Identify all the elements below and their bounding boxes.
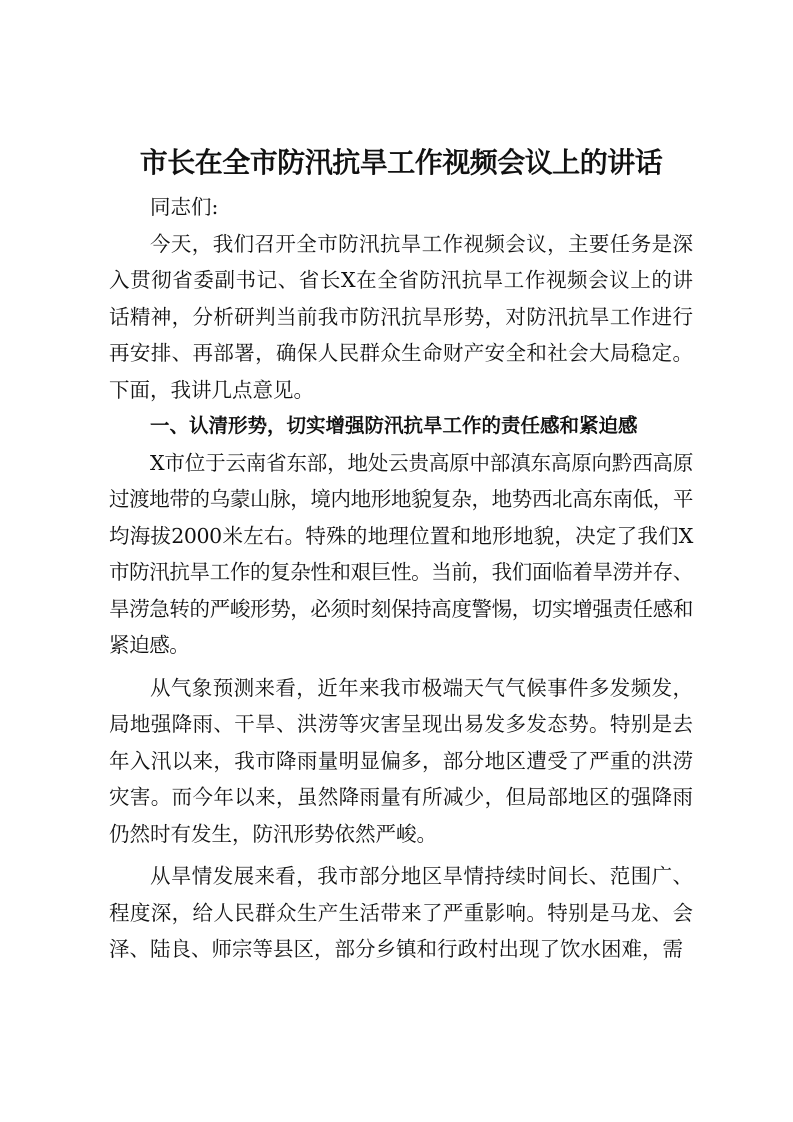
section-heading-1: 一、认清形势，切实增强防汛抗旱工作的责任感和紧迫感	[150, 414, 638, 437]
salutation: 同志们:	[150, 195, 219, 219]
paragraph-weather: 从气象预测来看，近年来我市极端天气气候事件多发频发，局地强降雨、干旱、洪涝等灾害呈现出易发多发态势。特别是去年入汛以来，我市降雨量明显偏多，部分地区遭受了严重的洪涝灾害。而今年以来，虽然降雨量有所减少，但局部地区的强降雨仍然时有发生，防汛形势依然严峻。	[109, 675, 693, 846]
paragraph-drought: 从旱情发展来看，我市部分地区旱情持续时间长、范围广、程度深，给人民群众生产生活带来了严重影响。特别是马龙、会泽、陆良、师宗等县区，部分乡镇和行政村出现了饮水困难，需	[109, 864, 693, 961]
paragraph-geography: X市位于云南省东部，地处云贵高原中部滇东高原向黔西高原过渡地带的乌蒙山脉，境内地形地貌复杂，地势西北高东南低，平均海拔2000米左右。特殊的地理位置和地形地貌，决定了我们X市防汛抗旱工作的复杂性和艰巨性。当前，我们面临着旱涝并存、旱涝急转的严峻形势，必须时刻保持高度警惕，切实增强责任感和紧迫感。	[109, 450, 693, 657]
document-title: 市长在全市防汛抗旱工作视频会议上的讲话	[139, 146, 663, 179]
paragraph-intro: 今天，我们召开全市防汛抗旱工作视频会议，主要任务是深入贯彻省委副书记、省长X在全省防汛抗旱工作视频会议上的讲话精神，分析研判当前我市防汛抗旱形势，对防汛抗旱工作进行再安排、再部署，确保人民群众生命财产安全和社会大局稳定。下面，我讲几点意见。	[109, 231, 693, 402]
document-page	[109, 141, 693, 968]
